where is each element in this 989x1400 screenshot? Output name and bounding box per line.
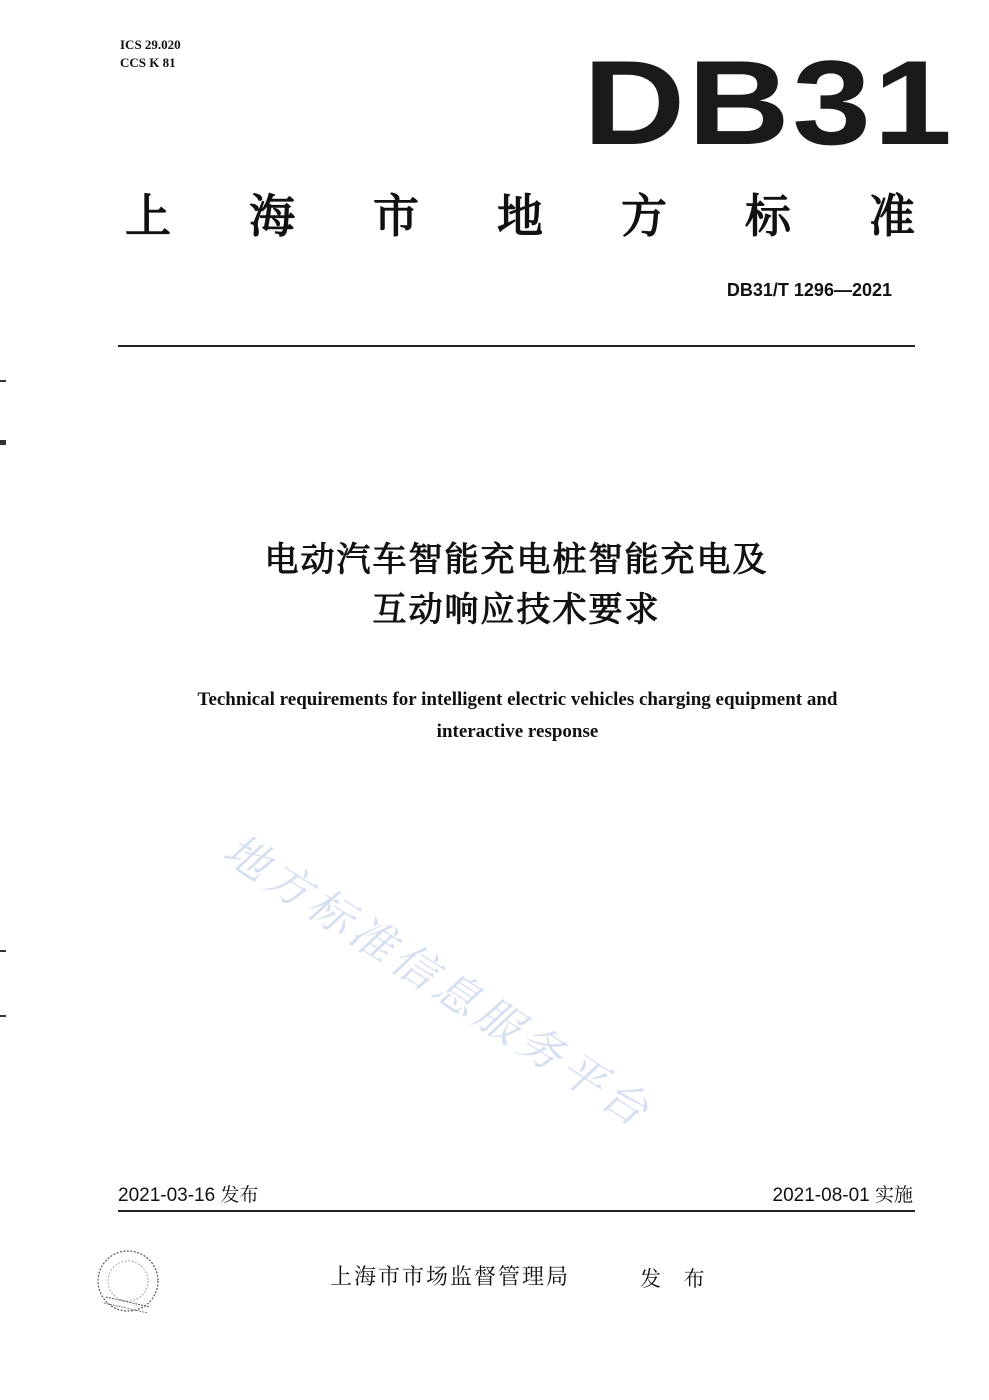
title-chinese-line-1: 电动汽车智能充电桩智能充电及 [264,540,769,580]
top-divider [118,345,915,347]
title-english-line-2: interactive response [436,721,599,742]
standard-type-char: 准 [869,189,915,243]
title-chinese [0,535,989,635]
classification-codes [120,36,181,72]
watermark: 地方标准信息服务平台 [214,824,662,1140]
ccs-code: CCS K 81 [120,55,176,70]
title-english-line-1: Technical requirements for intelligent electric vehicles charging equipment and [197,689,838,710]
standard-number: DB31/T 1296—2021 [726,280,892,300]
title-chinese-line-2: 互动响应技术要求 [372,590,661,630]
standard-type-char: 标 [745,189,791,243]
standard-type-char: 海 [249,189,295,243]
title-english [120,684,915,748]
ics-code: ICS 29.020 [120,37,181,52]
scan-edge-mark [0,950,6,952]
standard-type-char: 方 [621,189,667,243]
standard-type-heading [125,180,915,246]
standard-type-char: 地 [497,189,543,243]
scan-edge-mark [0,1015,6,1017]
publisher-name: 上海市市场监督管理局 [330,1265,571,1290]
publish-verb: 发 布 [640,1267,713,1291]
scan-edge-mark [0,380,6,382]
seal-stamp-icon [92,1245,164,1317]
implementation-date: 2021-08-01 实施 [772,1185,913,1206]
standard-type-char: 上 [125,189,171,243]
standard-type-char: 市 [373,189,419,243]
db31-logo: DB31 [583,36,955,170]
bottom-divider [118,1210,915,1212]
issue-date: 2021-03-16 发布 [118,1185,259,1206]
scan-edge-mark [0,440,6,445]
